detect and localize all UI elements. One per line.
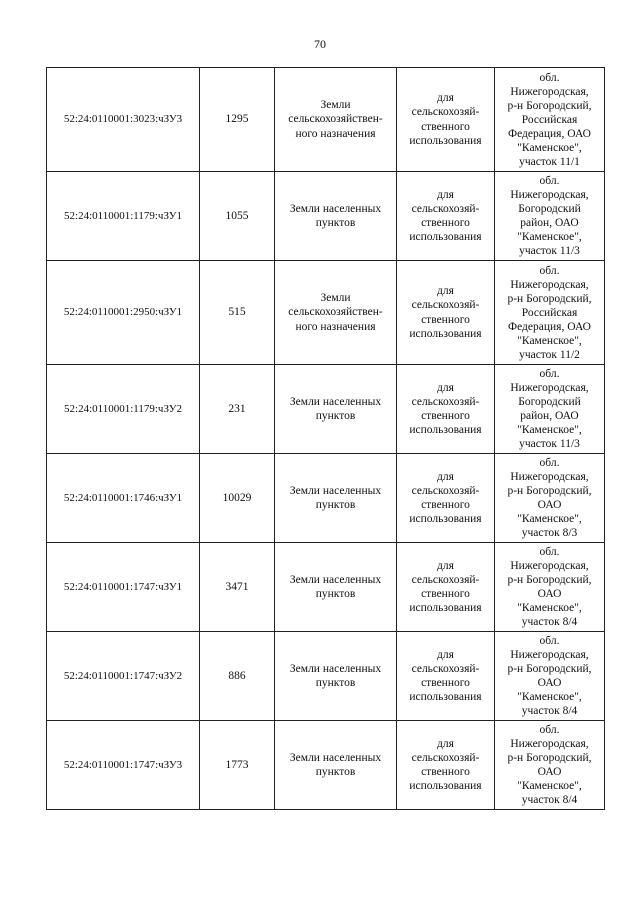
permitted-use-cell: для сельскохозяй- ственного использования (397, 172, 495, 261)
land-category-cell: Земли сельскохозяйствен- ного назначения (275, 68, 397, 172)
location-cell: обл. Нижегородская, Богородский район, ОАО "Каменское", участок 11/3 (495, 172, 605, 261)
area-cell: 3471 (200, 543, 275, 632)
location-cell: обл. Нижегородская, р-н Богородский, Российская Федерация, ОАО "Каменское", участок 11/2 (495, 261, 605, 365)
table-row (47, 543, 605, 632)
area-cell: 10029 (200, 454, 275, 543)
land-category-cell: Земли населенных пунктов (275, 172, 397, 261)
table-row (47, 365, 605, 454)
table-row (47, 454, 605, 543)
table-row (47, 721, 605, 810)
cadastral-number-cell: 52:24:0110001:1179:чЗУ2 (47, 365, 200, 454)
area-cell: 515 (200, 261, 275, 365)
cadastral-number-cell: 52:24:0110001:1746:чЗУ1 (47, 454, 200, 543)
table-row (47, 68, 605, 172)
land-category-cell: Земли населенных пунктов (275, 543, 397, 632)
page-number: 70 (314, 37, 326, 51)
location-cell: обл. Нижегородская, р-н Богородский, ОАО "Каменское", участок 8/4 (495, 721, 605, 810)
cadastral-number-cell: 52:24:0110001:2950:чЗУ1 (47, 261, 200, 365)
cadastral-number-cell: 52:24:0110001:1747:чЗУ3 (47, 721, 200, 810)
table-row (47, 632, 605, 721)
permitted-use-cell: для сельскохозяй- ственного использования (397, 632, 495, 721)
location-cell: обл. Нижегородская, р-н Богородский, Российская Федерация, ОАО "Каменское", участок 11/1 (495, 68, 605, 172)
table-row (47, 261, 605, 365)
cadastral-number-cell: 52:24:0110001:3023:чЗУ3 (47, 68, 200, 172)
permitted-use-cell: для сельскохозяй- ственного использования (397, 365, 495, 454)
land-category-cell: Земли населенных пунктов (275, 365, 397, 454)
area-cell: 886 (200, 632, 275, 721)
cadastral-number-cell: 52:24:0110001:1747:чЗУ1 (47, 543, 200, 632)
location-cell: обл. Нижегородская, р-н Богородский, ОАО "Каменское", участок 8/3 (495, 454, 605, 543)
land-category-cell: Земли населенных пунктов (275, 632, 397, 721)
permitted-use-cell: для сельскохозяй- ственного использования (397, 454, 495, 543)
cadastral-number-cell: 52:24:0110001:1179:чЗУ1 (47, 172, 200, 261)
permitted-use-cell: для сельскохозяй- ственного использования (397, 543, 495, 632)
location-cell: обл. Нижегородская, р-н Богородский, ОАО "Каменское", участок 8/4 (495, 543, 605, 632)
area-cell: 1295 (200, 68, 275, 172)
area-cell: 231 (200, 365, 275, 454)
area-cell: 1773 (200, 721, 275, 810)
land-category-cell: Земли населенных пунктов (275, 454, 397, 543)
cadastral-number-cell: 52:24:0110001:1747:чЗУ2 (47, 632, 200, 721)
permitted-use-cell: для сельскохозяй- ственного использования (397, 261, 495, 365)
land-category-cell: Земли сельскохозяйствен- ного назначения (275, 261, 397, 365)
permitted-use-cell: для сельскохозяй- ственного использования (397, 721, 495, 810)
land-plots-table (46, 67, 605, 810)
land-category-cell: Земли населенных пунктов (275, 721, 397, 810)
location-cell: обл. Нижегородская, р-н Богородский, ОАО "Каменское", участок 8/4 (495, 632, 605, 721)
permitted-use-cell: для сельскохозяй- ственного использования (397, 68, 495, 172)
area-cell: 1055 (200, 172, 275, 261)
location-cell: обл. Нижегородская, Богородский район, ОАО "Каменское", участок 11/3 (495, 365, 605, 454)
table-row (47, 172, 605, 261)
